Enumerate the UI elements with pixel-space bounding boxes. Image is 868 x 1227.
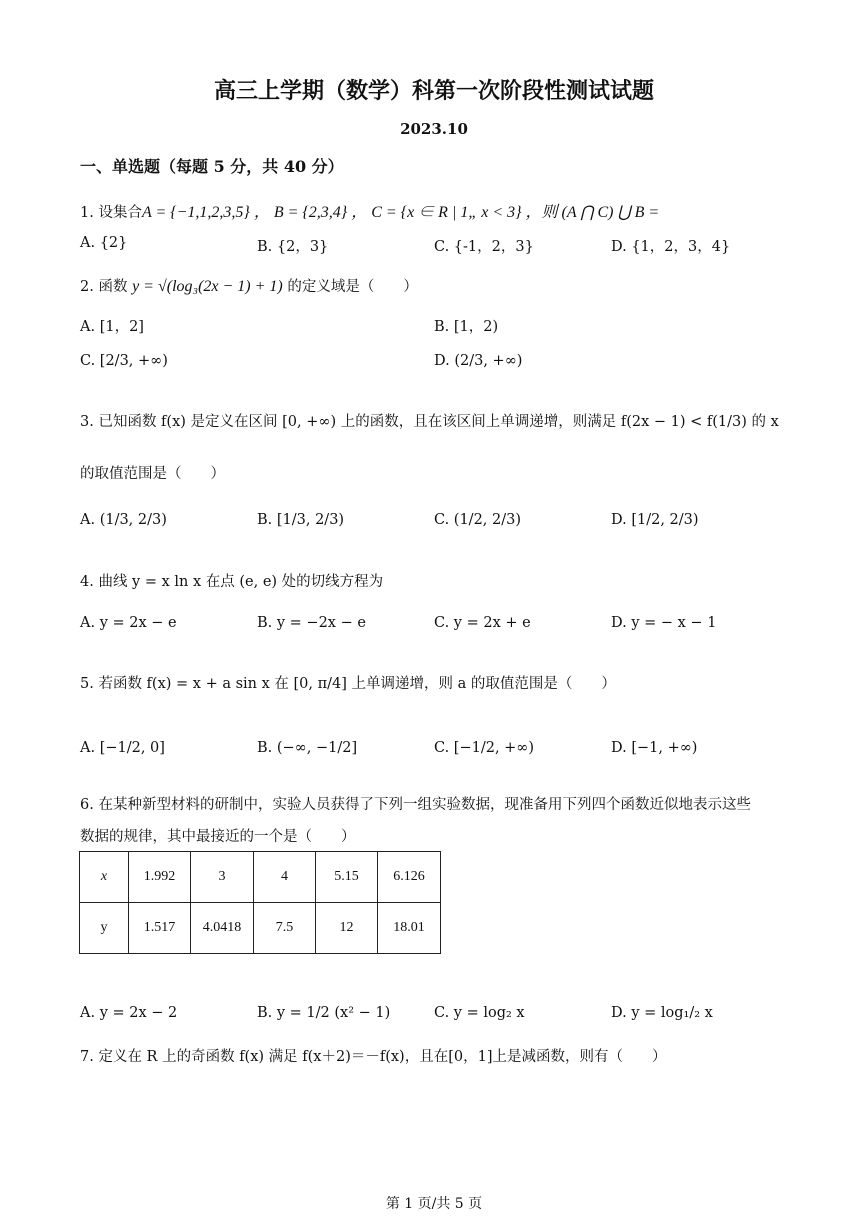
q6-option-c: C. y = log₂ x	[434, 1005, 525, 1021]
table-cell: 7.5	[254, 903, 316, 954]
question-6-line-2: 数据的规律，其中最接近的一个是（ ）	[80, 829, 356, 845]
question-1	[80, 199, 659, 222]
table-cell: y	[80, 903, 129, 954]
q1-option-b: B. {2，3}	[257, 239, 329, 255]
q5-option-a: A. [−1/2, 0]	[80, 740, 165, 756]
question-2	[80, 275, 418, 296]
q2-option-b: B. [1，2)	[434, 319, 499, 335]
question-5: 5. 若函数 f(x) = x + a sin x 在 [0, π/4] 上单调递增，则 a 的取值范围是（ ）	[80, 676, 616, 692]
question-1-math: A = {−1,1,2,3,5} ， B = {2,3,4} ， C = {x ∈ R | 1„ x < 3} ，则 (A ⋂ C) ⋃ B =	[141, 204, 660, 221]
table-cell: x	[80, 852, 129, 903]
table-row	[80, 852, 441, 903]
table-cell: 18.01	[378, 903, 441, 954]
q5-option-d: D. [−1, +∞)	[611, 740, 698, 756]
question-2-stem-end: 的定义域是（ ）	[287, 279, 418, 295]
section-heading: 一、单选题（每题 5 分，共 40 分）	[80, 157, 344, 176]
q6-option-b: B. y = 1/2 (x² − 1)	[257, 1005, 391, 1021]
question-2-stem: 2. 函数	[80, 279, 128, 295]
table-cell: 4.0418	[191, 903, 254, 954]
q4-option-a: A. y = 2x − e	[80, 615, 177, 631]
q1-option-d: D. {1，2，3，4}	[611, 239, 731, 255]
table-cell: 12	[316, 903, 378, 954]
q5-option-b: B. (−∞, −1/2]	[257, 740, 358, 756]
data-table	[79, 851, 441, 954]
q3-option-c: C. (1/2, 2/3)	[434, 512, 521, 528]
q3-option-a: A. (1/3, 2/3)	[80, 512, 167, 528]
table-row	[80, 903, 441, 954]
page-title: 高三上学期（数学）科第一次阶段性测试试题	[213, 78, 654, 104]
q3-option-b: B. [1/3, 2/3)	[257, 512, 345, 528]
exam-date: 2023.10	[400, 120, 468, 138]
question-3: 3. 已知函数 f(x) 是定义在区间 [0, +∞) 上的函数，且在该区间上单调递增，则满足 f(2x − 1) < f(1/3) 的 x	[80, 414, 779, 430]
table-cell: 1.517	[129, 903, 191, 954]
q4-option-c: C. y = 2x + e	[434, 615, 531, 631]
table-cell: 5.15	[316, 852, 378, 903]
question-6: 6. 在某种新型材料的研制中，实验人员获得了下列一组实验数据，现准备用下列四个函数近似地表示这些	[80, 797, 751, 813]
table-cell: 1.992	[129, 852, 191, 903]
q6-option-d: D. y = log₁/₂ x	[611, 1005, 713, 1021]
q2-option-c: C. [2/3, +∞)	[80, 353, 168, 369]
q5-option-c: C. [−1/2, +∞)	[434, 740, 535, 756]
table-cell: 6.126	[378, 852, 441, 903]
q6-option-a: A. y = 2x − 2	[80, 1005, 178, 1021]
q1-option-a: A. {2}	[80, 235, 128, 251]
table-cell: 3	[191, 852, 254, 903]
q4-option-b: B. y = −2x − e	[257, 615, 366, 631]
question-1-stem: 1. 设集合	[80, 205, 142, 221]
page-footer: 第 1 页/共 5 页	[385, 1196, 483, 1212]
question-2-math: y = √(log₃(2x − 1) + 1)	[132, 278, 283, 295]
question-4: 4. 曲线 y = x ln x 在点 (e, e) 处的切线方程为	[80, 574, 384, 590]
q2-option-d: D. (2/3, +∞)	[434, 353, 523, 369]
question-3-line-2: 的取值范围是（ ）	[80, 466, 225, 482]
q3-option-d: D. [1/2, 2/3)	[611, 512, 699, 528]
table-cell: 4	[254, 852, 316, 903]
q1-option-c: C. {-1，2，3}	[434, 239, 534, 255]
q4-option-d: D. y = − x − 1	[611, 615, 717, 631]
q2-option-a: A. [1，2]	[80, 319, 144, 335]
question-7: 7. 定义在 R 上的奇函数 f(x) 满足 f(x＋2)＝－f(x)，且在[0，1]上是减函数，则有（ ）	[80, 1049, 667, 1065]
